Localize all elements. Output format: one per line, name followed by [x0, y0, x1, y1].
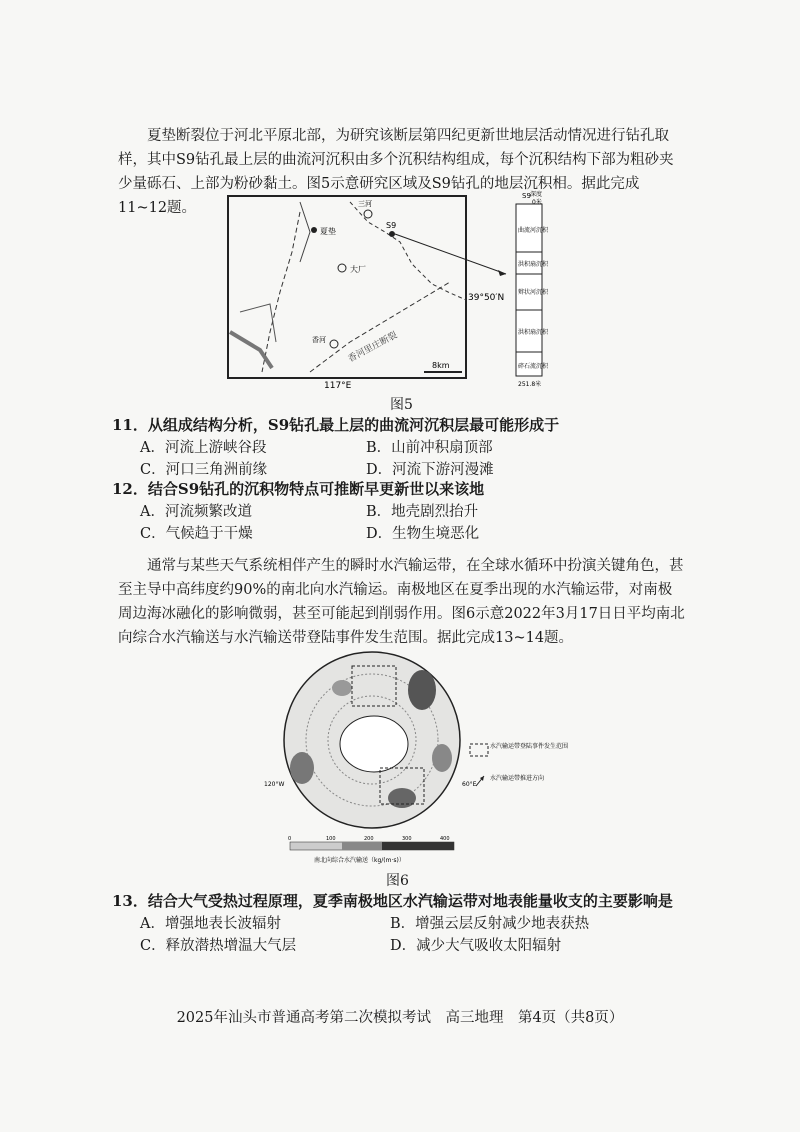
- q13-option-d[interactable]: D．减少大气吸收太阳辐射: [390, 938, 562, 954]
- page-footer: 2025年汕头市普通高考第二次模拟考试 高三地理 第4页（共8页）: [176, 1010, 624, 1026]
- label-dachang: 大厂: [350, 265, 366, 274]
- colorbar-tick: 300: [402, 836, 412, 842]
- core-layer-3: 辫状河沉积: [518, 289, 549, 296]
- core-layer-1: 曲流河沉积: [518, 227, 549, 234]
- q12-option-d[interactable]: D．生物生境恶化: [366, 526, 480, 542]
- q13-option-a[interactable]: A．增强地表长波辐射: [140, 916, 281, 932]
- label-depth-zero: 0米: [532, 199, 542, 206]
- core-layer-4: 洪积扇沉积: [518, 329, 549, 336]
- q12-stem: 12．结合S9钻孔的沉积物特点可推断早更新世以来该地: [112, 480, 485, 498]
- core-layer-2: 洪积扇沉积: [518, 261, 549, 268]
- label-lat: 39°50′N: [468, 293, 505, 303]
- q11-stem: 11．从组成结构分析，S9钻孔最上层的曲流河沉积层最可能形成于: [112, 416, 560, 434]
- label-lon-right: 60°E: [462, 781, 477, 788]
- fig6-legend: [468, 740, 569, 800]
- q12-option-a[interactable]: A．河流频繁改道: [140, 504, 252, 520]
- passage-fig6: 通常与某些天气系统相伴产生的瞬时水汽输运带，在全球水循环中扮演关键角色，甚至主导中高纬度约90%的南北向水汽输运。南极地区在夏季出现的水汽输运带，对南极周边海冰融化的影响微弱，甚至可能起到削弱作用。图6示意2022年3月17日日平均南北向综合水汽输送与水汽输送带登陆事件发生范围。据此完成13~14题。: [118, 558, 685, 646]
- q13-option-b[interactable]: B．增强云层反射减少地表获热: [390, 916, 590, 932]
- legend-box-label: 水汽输运带登陆事件发生范围: [490, 743, 569, 750]
- xiadian-point: [311, 227, 317, 233]
- q13-option-c[interactable]: C．释放潜热增温大气层: [140, 938, 297, 954]
- q11-option-c[interactable]: C．河口三角洲前缘: [140, 462, 268, 478]
- label-sanhe: 三河: [358, 200, 372, 208]
- label-xianghe: 香河: [312, 336, 326, 344]
- label-scale: 8km: [432, 361, 450, 370]
- label-depth-bottom: 251.8米: [518, 381, 542, 388]
- label-s9: S9: [386, 221, 397, 230]
- antarctica-shape: [340, 716, 408, 772]
- passage-fig5: 夏垫断裂位于河北平原北部，为研究该断层第四纪更新世地层活动情况进行钻孔取样，其中S9钻孔最上层的曲流河沉积由多个沉积结构组成，每个沉积结构下部为粗砂夹少量砾石、上部为粉砂黏土。图5示意研究区域及S9钻孔的地层沉积相。据此完成11~12题。: [118, 128, 674, 216]
- label-fault: 香河里庄断裂: [346, 330, 400, 365]
- colorbar-label: 南北向综合水汽输送（kg/(m·s)）: [314, 857, 405, 864]
- q11-option-a[interactable]: A．河流上游峡谷段: [140, 440, 267, 456]
- label-depth-head: 深度: [530, 191, 543, 198]
- fig5-caption: 图5: [390, 397, 413, 413]
- legend-arrow-label: 水汽输运带推进方向: [490, 775, 545, 782]
- colorbar-tick: 0: [288, 836, 292, 842]
- fig5-map: [200, 192, 560, 390]
- q13-stem: 13．结合大气受热过程原理，夏季南极地区水汽输运带对地表能量收支的主要影响是: [112, 892, 673, 910]
- fig6-caption: 图6: [386, 873, 409, 889]
- label-xiadian: 夏垫: [320, 227, 336, 236]
- label-lon: 117°E: [324, 381, 352, 391]
- q11-option-d[interactable]: D．河流下游河漫滩: [366, 462, 494, 478]
- colorbar-tick: 400: [440, 836, 450, 842]
- colorbar-tick: 100: [326, 836, 336, 842]
- s9-point: [389, 231, 395, 237]
- label-lon-left: 120°W: [264, 781, 285, 788]
- core-layer-5: 碎石流沉积: [518, 363, 549, 370]
- q12-option-c[interactable]: C．气候趋于干燥: [140, 526, 253, 542]
- q12-option-b[interactable]: B．地壳剧烈抬升: [366, 504, 479, 520]
- label-s9-core: S9: [522, 192, 531, 200]
- q11-option-b[interactable]: B．山前冲积扇顶部: [366, 440, 493, 456]
- colorbar-tick: 200: [364, 836, 374, 842]
